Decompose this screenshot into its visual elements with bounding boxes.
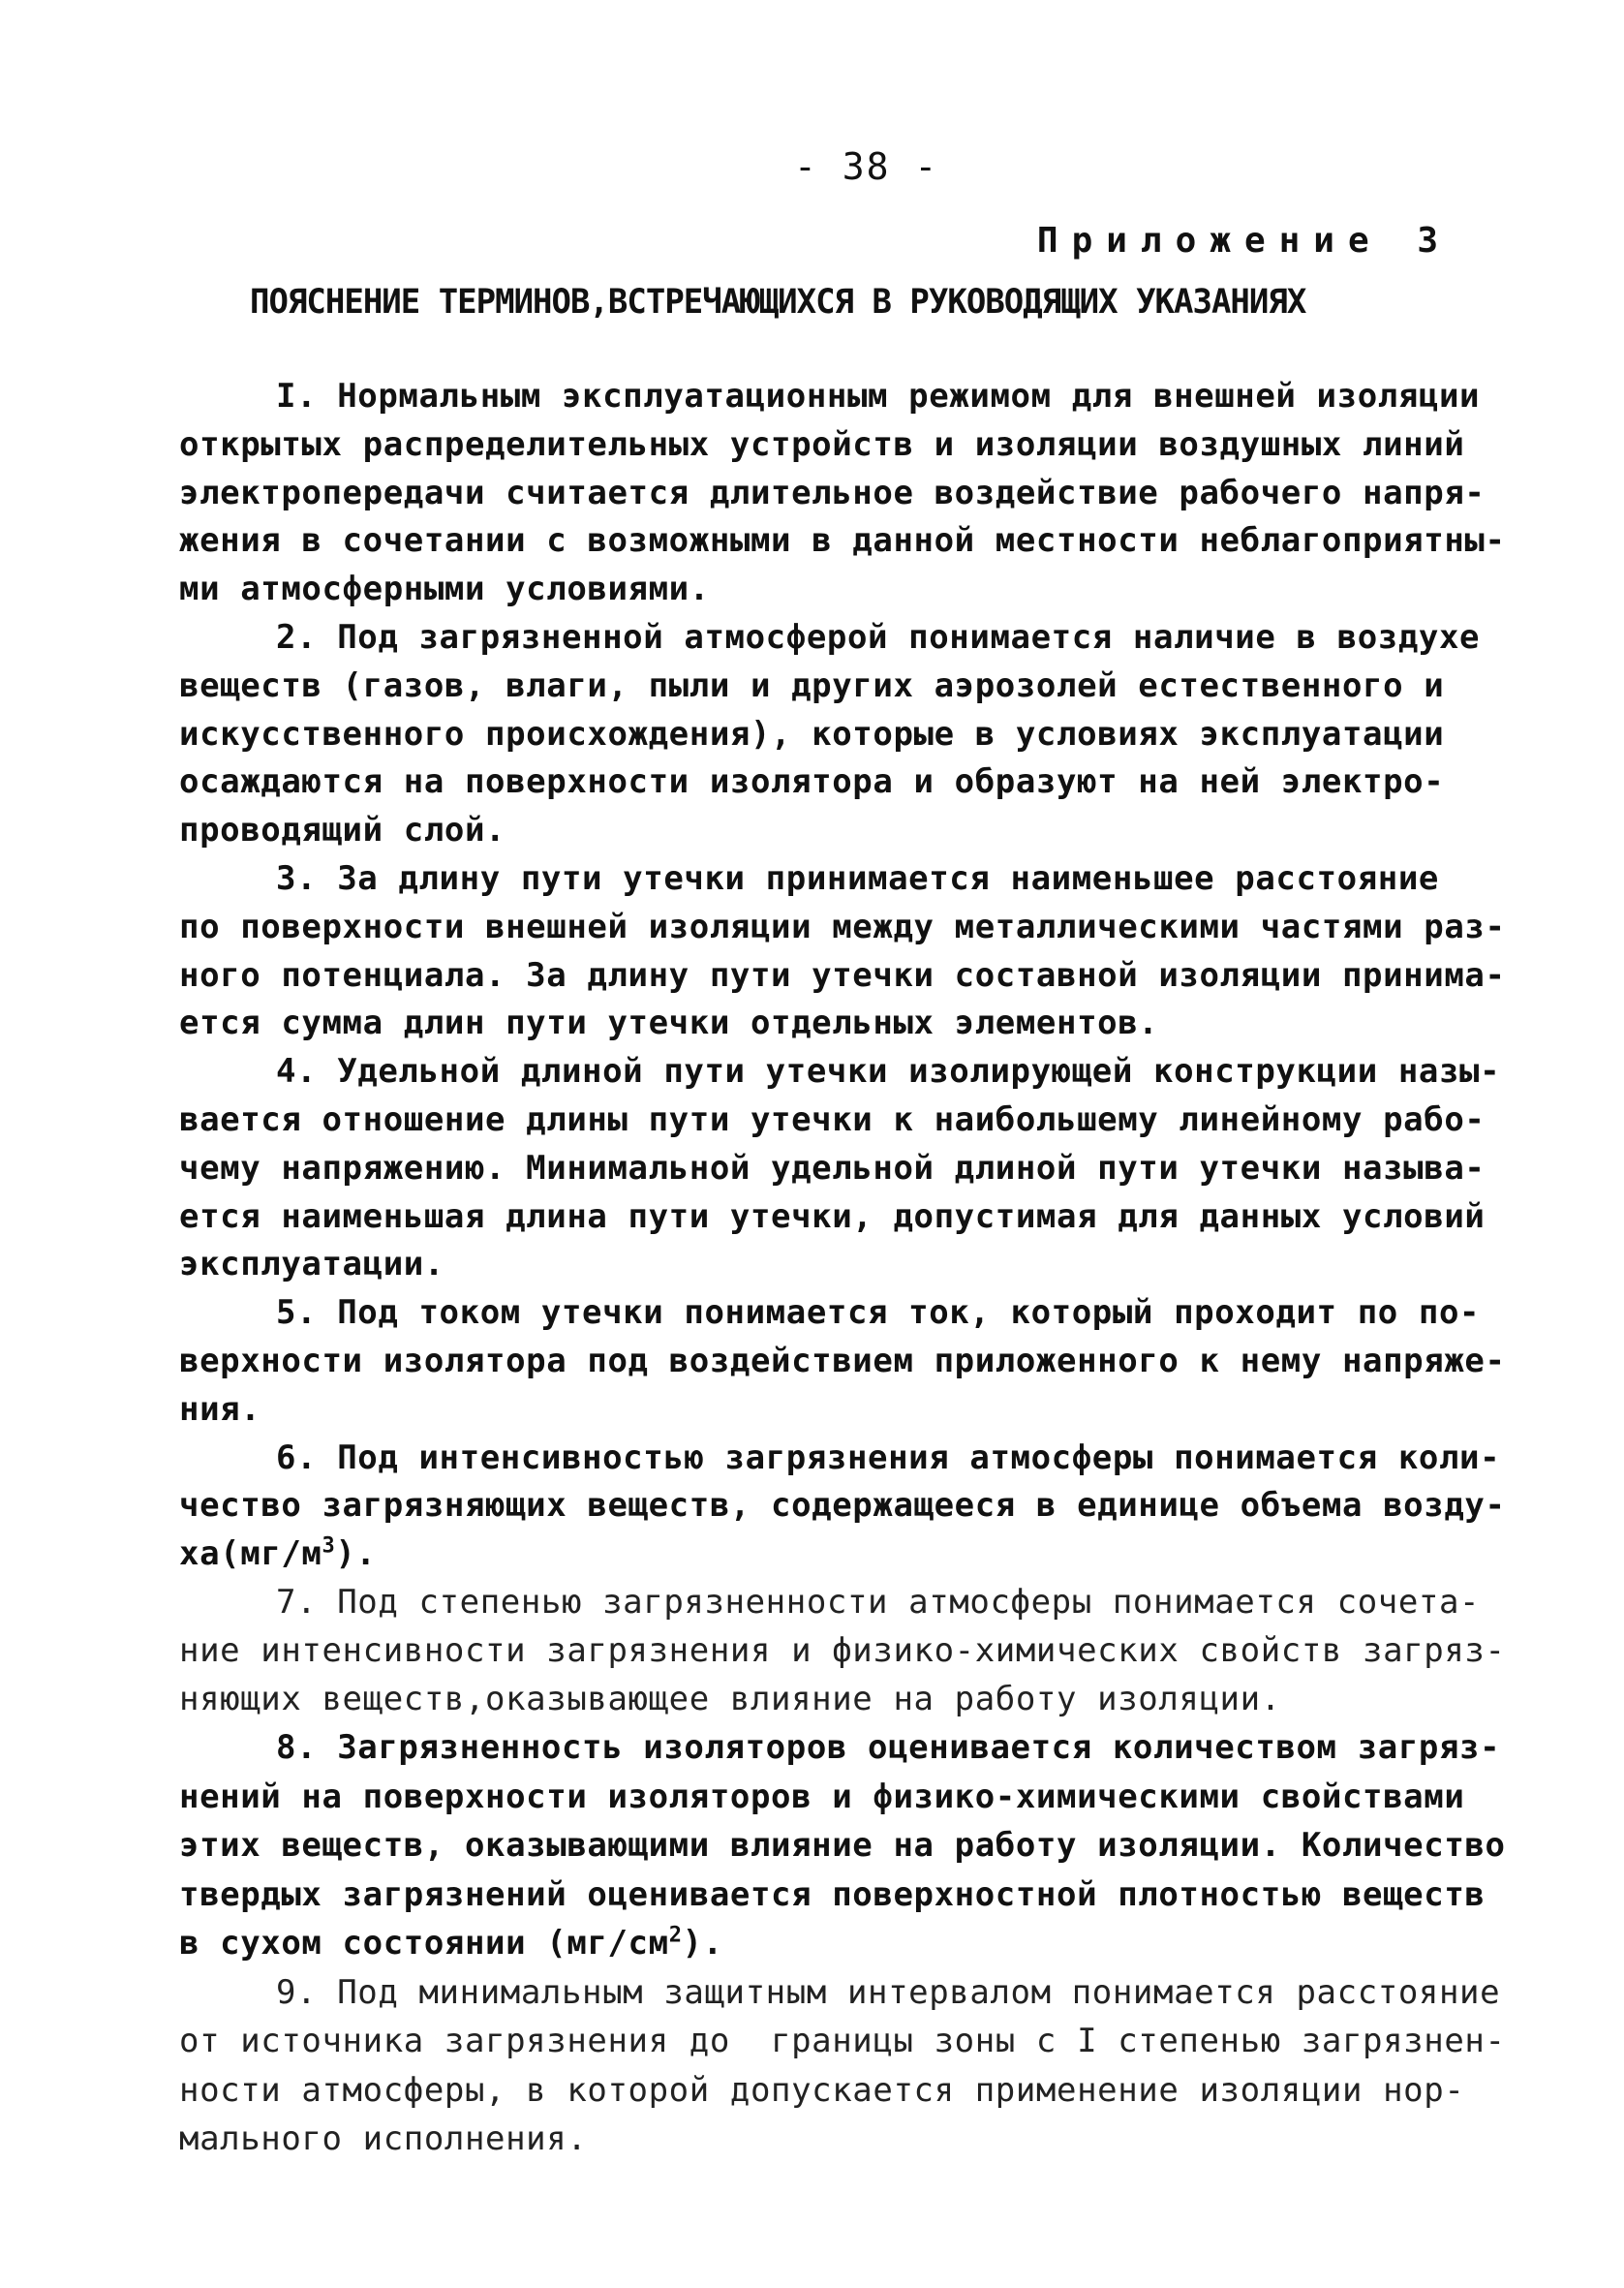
paragraph-line: ется наименьшая длина пути утечки, допустимая для данных условий <box>179 1196 1486 1236</box>
paragraph-line: вается отношение длины пути утечки к наибольшему линейному рабо- <box>179 1099 1486 1139</box>
paragraph-line: искусственного происхождения), которые в условиях эксплуатации <box>179 714 1445 754</box>
paragraph-line: проводящий слой. <box>179 811 506 850</box>
paragraph-line: I. Нормальным эксплуатационным режимом для внешней изоляции <box>276 377 1481 416</box>
paragraph-line: по поверхности внешней изоляции между металлическими частями раз- <box>179 907 1506 946</box>
paragraph-line: 7. Под степенью загрязненности атмосферы понимается сочета- <box>276 1582 1481 1622</box>
paragraph-line: мального исполнения. <box>179 2119 588 2159</box>
unit-text: в сухом состоянии (мг/см <box>179 1924 669 1963</box>
paragraph-line: осаждаются на поверхности изолятора и образуют на ней электро- <box>179 762 1445 802</box>
paragraph-line: электропередачи считается длительное воздействие рабочего напря- <box>179 473 1486 512</box>
paragraph-line: 5. Под током утечки понимается ток, который проходит по по- <box>276 1293 1481 1333</box>
unit-superscript: 2 <box>668 1923 683 1948</box>
paragraph-8 <box>179 1723 1506 1968</box>
paragraph-line: ния. <box>179 1389 261 1429</box>
paragraph-6 <box>179 1435 1506 1579</box>
paragraph-3 <box>179 855 1506 1048</box>
paragraph-line: 2. Под загрязненной атмосферой понимается наличие в воздухе <box>276 617 1481 657</box>
paragraph-line: ного потенциала. За длину пути утечки составной изоляции принима- <box>179 955 1506 995</box>
paragraph-line: верхности изолятора под воздействием приложенного к нему напряже- <box>179 1341 1506 1380</box>
paragraph-line: жения в сочетании с возможными в данной местности неблагоприятны- <box>179 521 1506 561</box>
paragraph-line: 4. Удельной длиной пути утечки изолирующей конструкции назы- <box>276 1052 1501 1092</box>
paragraph-1 <box>179 373 1506 614</box>
paragraph-line: 8. Загрязненность изоляторов оценивается количеством загряз- <box>276 1728 1501 1768</box>
paragraph-line: эксплуатации. <box>179 1245 444 1284</box>
page-number: - 38 - <box>794 145 939 188</box>
appendix-label: Приложение 3 <box>1036 221 1452 261</box>
paragraph-line: ми атмосферными условиями. <box>179 570 710 609</box>
paragraph-line: ется сумма длин пути утечки отдельных элементов. <box>179 1004 1159 1043</box>
paragraph-line <box>179 1530 1477 1579</box>
paragraph-line: няющих веществ,оказывающее влияние на работу изоляции. <box>179 1679 1281 1718</box>
paragraph-7 <box>179 1579 1506 1723</box>
paragraph-line: 3. За длину пути утечки принимается наименьшее расстояние <box>276 858 1439 898</box>
paragraph-line: ние интенсивности загрязнения и физико-химических свойств загряз- <box>179 1630 1506 1670</box>
paragraph-5 <box>179 1289 1506 1434</box>
paragraph-2 <box>179 614 1481 855</box>
paragraph-line: от источника загрязнения до границы зоны с I степенью загрязнен- <box>179 2022 1506 2061</box>
paragraph-line <box>179 1919 1477 1968</box>
paragraph-line: нений на поверхности изоляторов и физико-химическими свойствами <box>179 1777 1465 1816</box>
unit-tail: ). <box>682 1924 723 1963</box>
body-text <box>179 373 1506 2164</box>
paragraph-line: 6. Под интенсивностью загрязнения атмосферы понимается коли- <box>276 1438 1501 1477</box>
paragraph-line: чество загрязняющих веществ, содержащееся в единице объема возду- <box>179 1486 1506 1526</box>
paragraph-line: веществ (газов, влаги, пыли и других аэрозолей естественного и <box>179 665 1445 705</box>
paragraph-line: твердых загрязнений оценивается поверхностной плотностью веществ <box>179 1874 1486 1914</box>
paragraph-line: этих веществ, оказывающими влияние на работу изоляции. Количество <box>179 1826 1506 1866</box>
paragraph-line: ности атмосферы, в которой допускается применение изоляции нор- <box>179 2070 1465 2110</box>
unit-text: ха(мг/м <box>179 1534 322 1574</box>
paragraph-line: 9. Под минимальным защитным интервалом понимается расстояние <box>276 1972 1501 2012</box>
paragraph-9 <box>179 1968 1506 2164</box>
unit-superscript: 3 <box>322 1533 336 1559</box>
appendix-title: ПОЯСНЕНИЕ ТЕРМИНОВ,ВСТРЕЧАЮЩИХСЯ В РУКОВОДЯЩИХ УКАЗАНИЯХ <box>250 283 1306 322</box>
paragraph-4 <box>179 1048 1501 1289</box>
paragraph-line: чему напряжению. Минимальной удельной длиной пути утечки называ- <box>179 1148 1486 1188</box>
unit-tail: ). <box>335 1534 377 1574</box>
paragraph-line: открытых распределительных устройств и изоляции воздушных линий <box>179 424 1465 464</box>
